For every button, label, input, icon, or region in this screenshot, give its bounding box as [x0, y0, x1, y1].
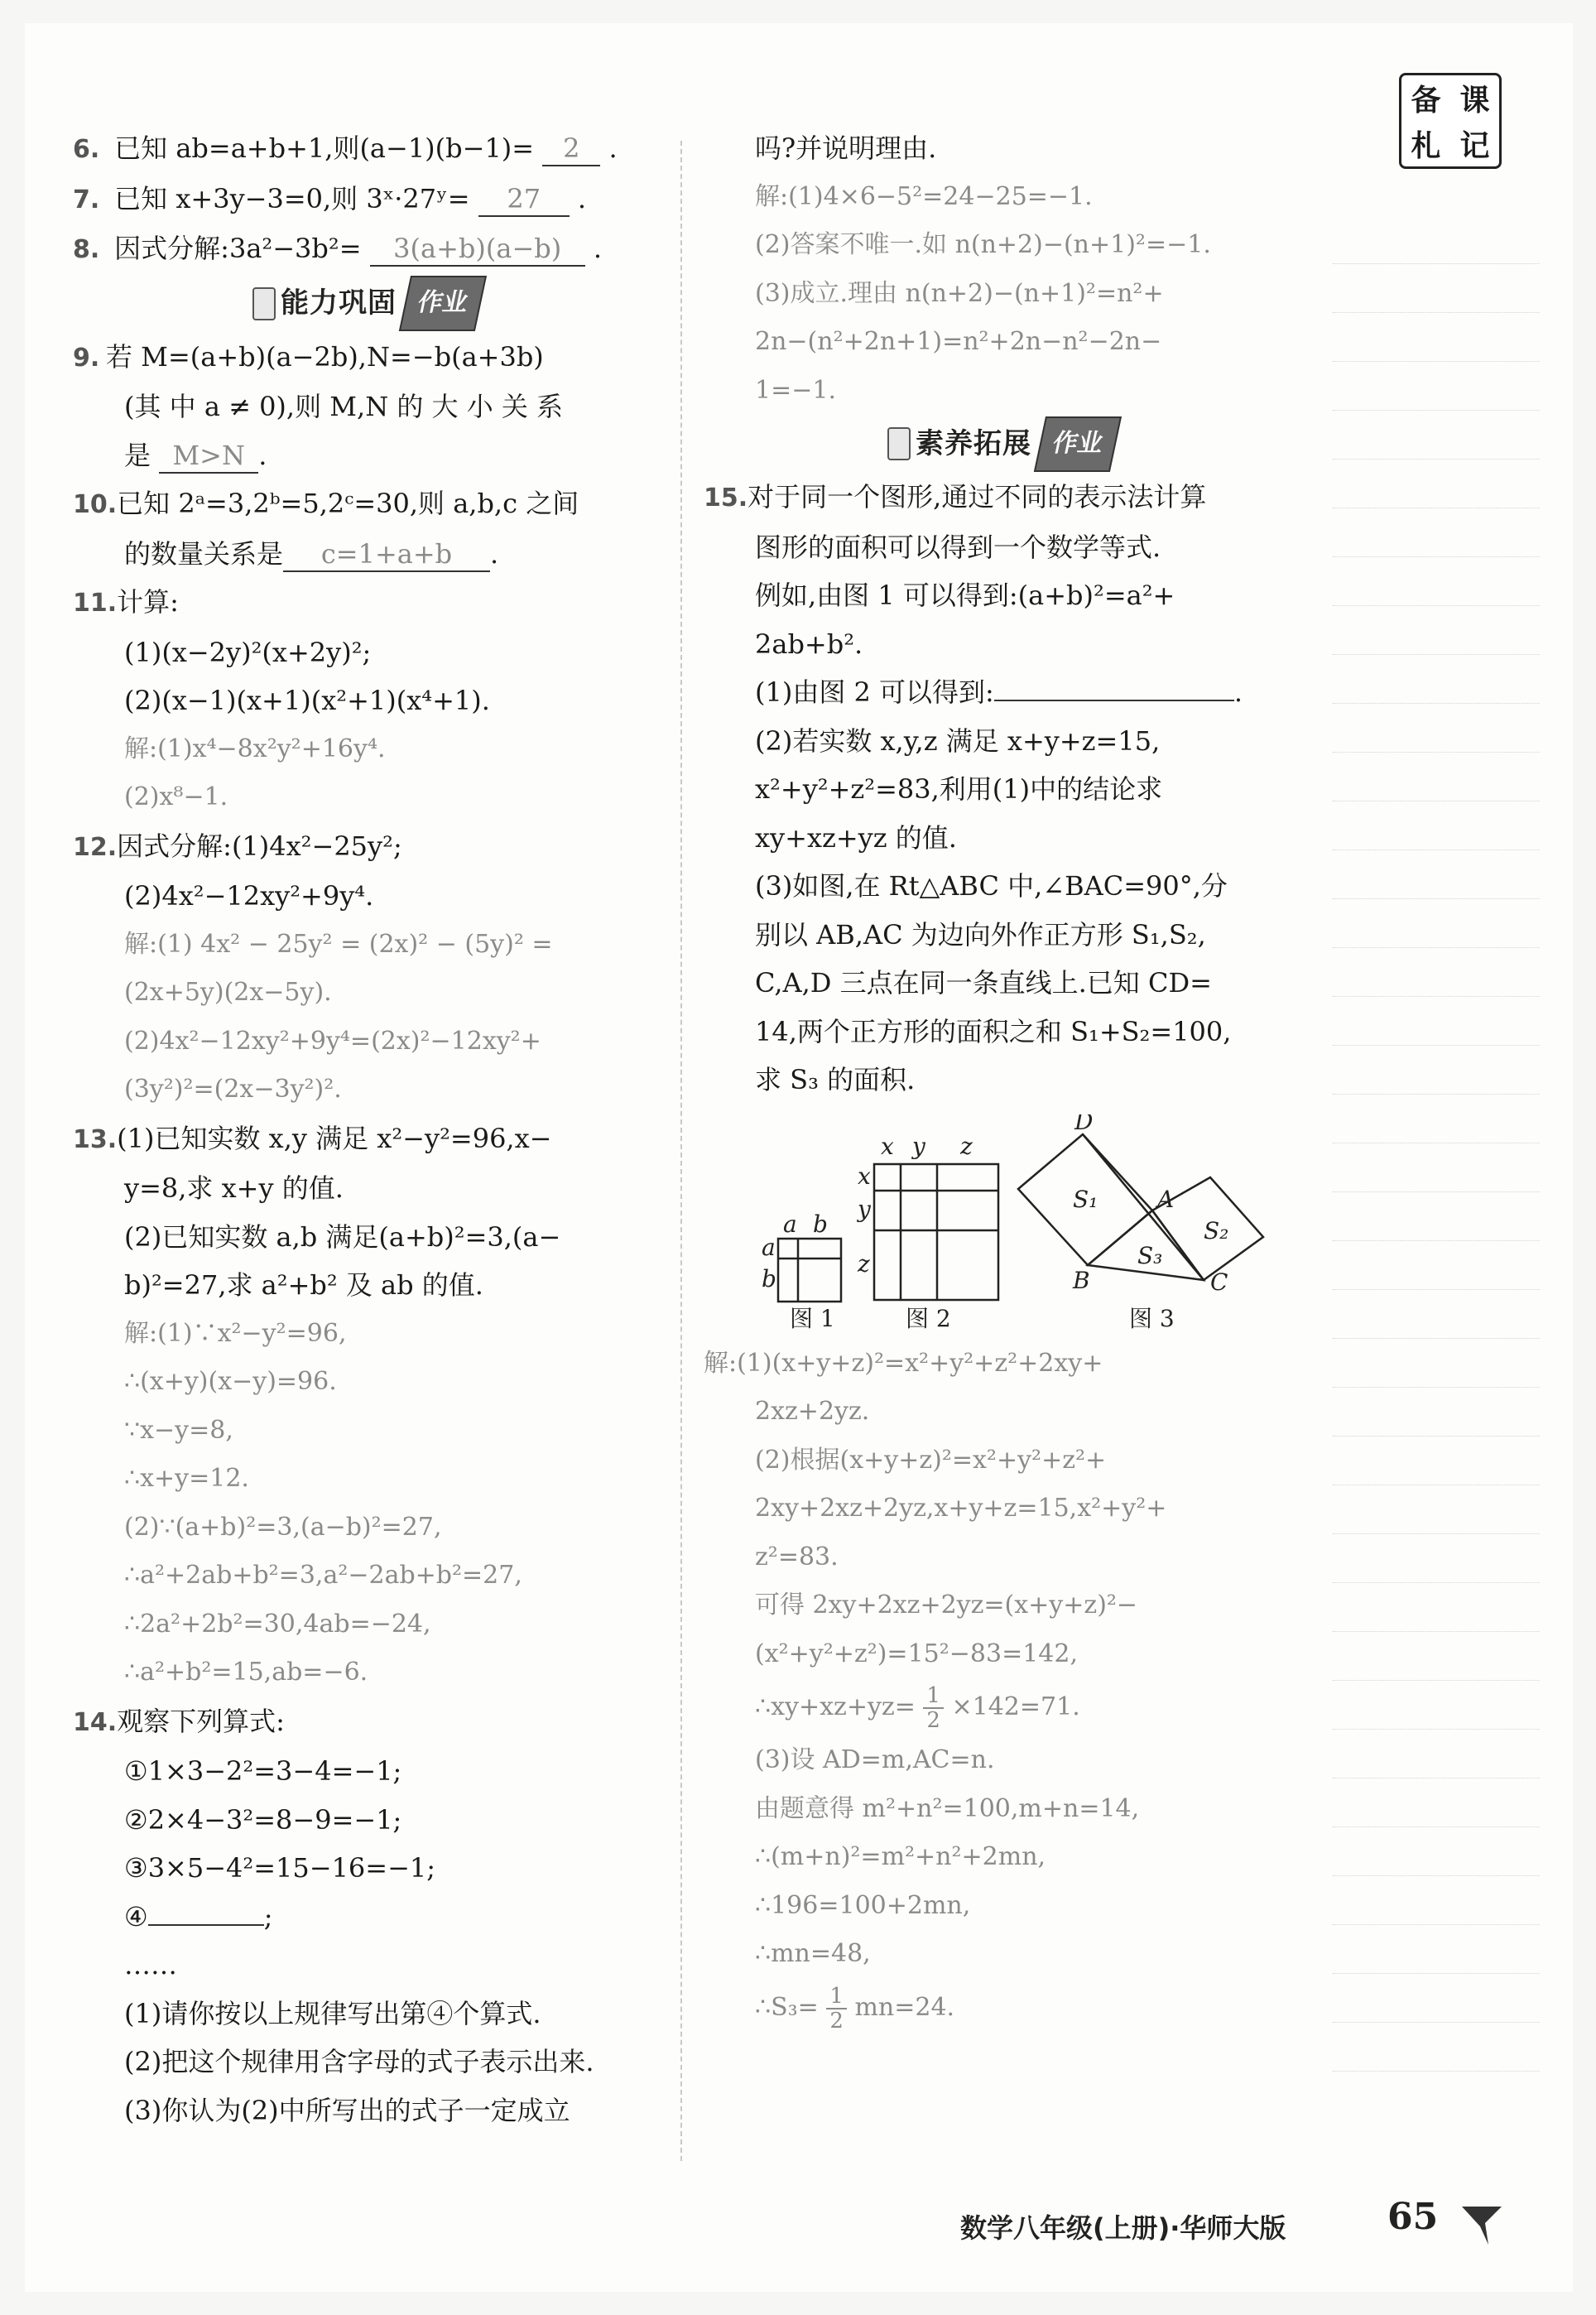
- question-text: b)²=27,求 a²+b² 及 ab 的值.: [124, 1269, 483, 1301]
- fig1-caption: 图 1: [790, 1304, 835, 1330]
- answer-text: 2xz+2yz.: [755, 1397, 870, 1426]
- question-8: [73, 224, 661, 275]
- section-tag: 作业: [1034, 416, 1122, 472]
- question-text: 对于同一个图形,通过不同的表示法计算: [748, 481, 1207, 513]
- answer-blank: 3(a+b)(a−b): [370, 232, 585, 267]
- question-text: 因式分解:3a²−3b²=: [114, 233, 362, 264]
- fig2-label-x-side: x: [858, 1162, 871, 1190]
- question-14: [73, 1697, 661, 2135]
- question-text: 若 M=(a+b)(a−2b),N=−b(a+3b): [106, 340, 544, 373]
- answer-text: (2)根据(x+y+z)²=x²+y²+z²+: [755, 1445, 1107, 1475]
- answer-text: (2)4x²−12xy²+9y⁴=(2x)²−12xy²+: [124, 1026, 541, 1056]
- question-text: ①1×3−2²=3−4=−1;: [124, 1755, 402, 1787]
- question-text: 吗?并说明理由.: [755, 132, 937, 164]
- answer-text: (3)成立.理由 n(n+2)−(n+1)²=n²+: [755, 278, 1164, 308]
- question-text: 图形的面积可以得到一个数学等式.: [755, 531, 1161, 563]
- question-11: [73, 578, 661, 822]
- answer-text: ∴a²+b²=15,ab=−6.: [124, 1658, 368, 1687]
- answer-text: 解:(1)∵x²−y²=96,: [124, 1318, 347, 1348]
- question-text: 14,两个正方形的面积之和 S₁+S₂=100,: [755, 1015, 1232, 1047]
- answer-text: ∴S₃=: [755, 1992, 819, 2022]
- question-text: ③3×5−4²=15−16=−1;: [124, 1852, 436, 1884]
- question-text: 求 S₃ 的面积.: [755, 1064, 916, 1095]
- answer-text: ∴xy+xz+yz=: [755, 1692, 916, 1721]
- question-6: [73, 124, 661, 175]
- question-text: y=8,求 x+y 的值.: [124, 1172, 344, 1204]
- fig2-caption: 图 2: [906, 1304, 951, 1330]
- pencil-icon: [252, 287, 276, 320]
- answer-blank: [994, 700, 1234, 701]
- answer-blank: c=1+a+b: [283, 537, 490, 572]
- fig2-label-z: z: [960, 1132, 973, 1160]
- fig1-label-a-side: a: [762, 1233, 776, 1261]
- fig3-label-s1: S₁: [1073, 1185, 1098, 1213]
- fig3-label-c: C: [1210, 1268, 1228, 1296]
- question-text: (2)把这个规律用含字母的式子表示出来.: [124, 2046, 594, 2077]
- question-text: C,A,D 三点在同一条直线上.已知 CD=: [755, 967, 1212, 999]
- note-lines: [1333, 215, 1540, 2072]
- question-number: 9.: [73, 343, 100, 373]
- question-text: 2ab+b².: [755, 628, 863, 660]
- question-text: 因式分解:(1)4x²−25y²;: [117, 830, 402, 862]
- answer-text: ∴(x+y)(x−y)=96.: [124, 1367, 337, 1396]
- answer-text: mn=24.: [854, 1992, 955, 2022]
- fig2-label-y-side: y: [858, 1195, 871, 1223]
- answer-text: 解:(1)x⁴−8x²y²+16y⁴.: [124, 734, 386, 763]
- figure-1: [778, 1239, 841, 1302]
- punct: .: [1233, 676, 1243, 708]
- question-9: [73, 333, 661, 480]
- fraction: [923, 1684, 944, 1732]
- question-text: xy+xz+yz 的值.: [755, 821, 957, 854]
- answer-text: ∵x−y=8,: [124, 1415, 233, 1445]
- fig2-label-x: x: [881, 1132, 894, 1160]
- answer-blank: [148, 1924, 264, 1926]
- lesson-notes-stamp: [1399, 73, 1502, 169]
- answer-text: (2)答案不唯一.如 n(n+2)−(n+1)²=−1.: [755, 230, 1211, 259]
- answer-text: (x²+y²+z²)=15²−83=142,: [755, 1639, 1079, 1668]
- question-text: 的数量关系是: [124, 537, 284, 570]
- punct: .: [258, 439, 267, 471]
- question-text: 计算:: [117, 586, 179, 618]
- question-text: (1)请你按以上规律写出第④个算式.: [124, 1997, 541, 2029]
- question-number: 15.: [704, 484, 748, 513]
- question-text: (2)已知实数 a,b 满足(a+b)²=3,(a−: [124, 1220, 561, 1253]
- question-text: 已知 x+3y−3=0,则 3ˣ·27ʸ=: [114, 182, 470, 214]
- right-column: [704, 124, 1300, 2037]
- question-number: 14.: [73, 1707, 118, 1737]
- fig3-label-a: A: [1157, 1185, 1175, 1213]
- question-12: [73, 822, 661, 1114]
- stamp-char: 课: [1459, 84, 1490, 118]
- answer-text: (3y²)²=(2x−3y²)².: [124, 1075, 342, 1104]
- figure-svg: [704, 1114, 1300, 1330]
- question-text: (2)若实数 x,y,z 满足 x+y+z=15,: [755, 724, 1161, 757]
- question-text: 观察下列算式:: [117, 1705, 285, 1737]
- question-text: (其 中 a ≠ 0),则 M,N 的 大 小 关 系: [124, 391, 564, 422]
- fig1-label-a: a: [783, 1210, 797, 1238]
- question-text: 已知 2ᵃ=3,2ᵇ=5,2ᶜ=30,则 a,b,c 之间: [117, 488, 579, 519]
- answer-text: (3)设 AD=m,AC=n.: [755, 1745, 995, 1774]
- fraction-numerator: 1: [923, 1684, 944, 1709]
- fig3-label-s2: S₂: [1204, 1216, 1229, 1244]
- answer-text: 由题意得 m²+n²=100,m+n=14,: [755, 1793, 1140, 1823]
- question-7: [73, 175, 661, 225]
- question-number: 7.: [73, 185, 100, 214]
- section-label: 素养拓展: [916, 426, 1031, 460]
- answer-text: ∴a²+2ab+b²=3,a²−2ab+b²=27,: [124, 1561, 522, 1590]
- answer-text: 2n−(n²+2n+1)=n²+2n−n²−2n−: [755, 327, 1162, 356]
- footer-book-title: 数学八年级(上册)·华师大版: [960, 2212, 1286, 2244]
- punct: ;: [263, 1900, 273, 1932]
- question-number: 10.: [73, 490, 118, 519]
- question-text: x²+y²+z²=83,利用(1)中的结论求: [755, 773, 1163, 805]
- answer-text: 解:(1)(x+y+z)²=x²+y²+z²+2xy+: [704, 1348, 1103, 1378]
- question-text: 是: [124, 439, 151, 471]
- answer-fraction-line: [704, 1678, 1300, 1736]
- question-number: 12.: [73, 832, 118, 862]
- question-text: 例如,由图 1 可以得到:(a+b)²=a²+: [755, 580, 1175, 611]
- question-text: (1)(x−2y)²(x+2y)²;: [124, 636, 372, 668]
- answer-text: 可得 2xy+2xz+2yz=(x+y+z)²−: [755, 1591, 1138, 1620]
- fraction-numerator: 1: [826, 1985, 847, 2009]
- section-title-suyang: [704, 420, 1300, 468]
- fig3-caption: 图 3: [1129, 1304, 1175, 1330]
- question-text: (1)由图 2 可以得到:: [755, 676, 994, 708]
- answer-text: (2)∵(a+b)²=3,(a−b)²=27,: [124, 1512, 442, 1542]
- figures: [704, 1114, 1300, 1330]
- fig3-label-d: D: [1074, 1114, 1094, 1135]
- fig3-label-s3: S₃: [1137, 1241, 1163, 1269]
- question-text: (1)已知实数 x,y 满足 x²−y²=96,x−: [117, 1122, 552, 1154]
- answer-text: ×142=71.: [951, 1692, 1080, 1721]
- answer-text: ∴2a²+2b²=30,4ab=−24,: [124, 1609, 431, 1639]
- answer-text: ∴196=100+2mn,: [755, 1890, 971, 1920]
- fig1-label-b: b: [813, 1210, 828, 1238]
- answer-blank: 27: [478, 182, 570, 217]
- answer-text: ∴mn=48,: [755, 1939, 871, 1968]
- fig3-label-b: B: [1073, 1266, 1090, 1294]
- answer-text: ∴x+y=12.: [124, 1464, 249, 1493]
- section-label: 能力巩固: [281, 286, 397, 320]
- answer-text: z²=83.: [755, 1542, 839, 1571]
- fig1-square: [778, 1239, 841, 1302]
- fraction: [826, 1985, 847, 2033]
- question-13: [73, 1114, 661, 1697]
- punct: .: [593, 233, 603, 264]
- section-title-nengli: [73, 280, 661, 328]
- stamp-char: 备: [1411, 84, 1441, 118]
- fig2-label-y: y: [912, 1132, 925, 1160]
- stamp-char: 记: [1459, 129, 1490, 163]
- fraction-denominator: 2: [829, 2008, 844, 2033]
- stamp-char: 札: [1411, 129, 1441, 163]
- answer-text: 解:(1) 4x² − 25y² = (2x)² − (5y)² =: [124, 929, 553, 959]
- left-column: [73, 124, 661, 2135]
- answer-fraction-line: [704, 1979, 1300, 2037]
- answer-blank: 2: [542, 132, 600, 166]
- question-15: [704, 473, 1300, 2037]
- answer-text: 解:(1)4×6−5²=24−25=−1.: [755, 181, 1093, 211]
- question-text: ……: [124, 1949, 177, 1981]
- punct: .: [577, 182, 587, 214]
- fig1-label-b-side: b: [762, 1264, 776, 1292]
- answer-text: 2xy+2xz+2yz,x+y+z=15,x²+y²+: [755, 1494, 1167, 1523]
- question-text: 已知 ab=a+b+1,则(a−1)(b−1)=: [114, 132, 535, 164]
- question-text: ②2×4−3²=8−9=−1;: [124, 1803, 402, 1836]
- figure-2: [874, 1164, 998, 1300]
- punct: .: [490, 537, 499, 570]
- punct: .: [608, 132, 618, 164]
- question-text: 别以 AB,AC 为边向外作正方形 S₁,S₂,: [755, 918, 1206, 951]
- page-number: 65: [1387, 2196, 1439, 2238]
- question-number: 13.: [73, 1124, 118, 1154]
- corner-arrow-icon: [1457, 2198, 1507, 2248]
- answer-text: ∴(m+n)²=m²+n²+2mn,: [755, 1842, 1046, 1871]
- question-text: ④: [124, 1900, 148, 1932]
- fig2-label-z-side: z: [858, 1249, 870, 1278]
- question-text: (2)(x−1)(x+1)(x²+1)(x⁴+1).: [124, 685, 490, 716]
- question-text: (3)如图,在 Rt△ABC 中,∠BAC=90°,分: [755, 870, 1228, 902]
- question-number: 11.: [73, 589, 118, 618]
- column-divider: [680, 141, 682, 2161]
- answer-text: 1=−1.: [755, 375, 836, 405]
- question-number: 6.: [73, 135, 100, 164]
- answer-text: (2)x⁸−1.: [124, 782, 228, 811]
- fraction-denominator: 2: [926, 1708, 940, 1733]
- section-tag: 作业: [399, 276, 487, 331]
- question-14-continued: [704, 124, 1300, 415]
- answer-blank: M>N: [159, 439, 258, 474]
- question-10: [73, 479, 661, 578]
- book-icon: [887, 427, 911, 460]
- answer-text: (2x+5y)(2x−5y).: [124, 978, 332, 1007]
- question-text: (3)你认为(2)中所写出的式子一定成立: [124, 2094, 570, 2126]
- question-text: (2)4x²−12xy²+9y⁴.: [124, 880, 374, 912]
- question-number: 8.: [73, 235, 100, 264]
